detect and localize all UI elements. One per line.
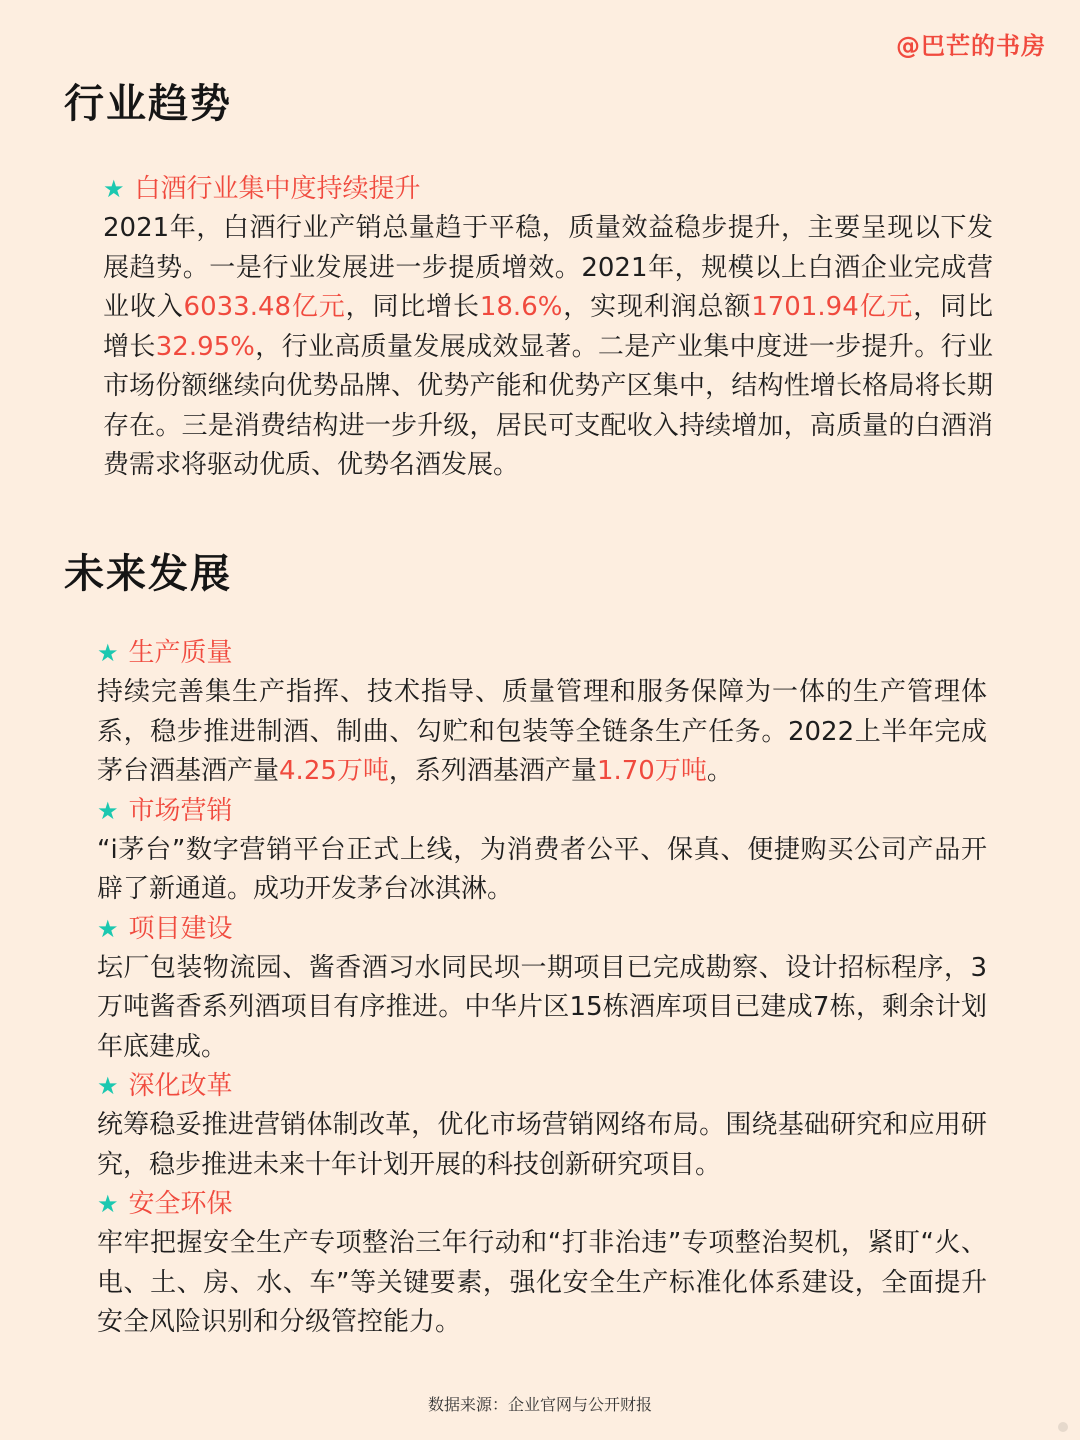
item-heading-label: 深化改革 [128, 1071, 233, 1101]
text-segment: 持续完善集生产指挥、技术指导、质量管理和服务保障为一体的生产管理体系，稳步推进制酒、制曲、勾贮和包装等全链条生产任务。2022上半年完成茅台酒基酒产量 [97, 677, 987, 786]
item-heading [97, 792, 987, 831]
item-heading-label: 生产质量 [128, 638, 233, 668]
item-heading-label: 市场营销 [128, 795, 233, 826]
highlight-revenue-growth: 18.6% [479, 292, 563, 322]
star-icon: ★ [97, 639, 119, 667]
item-paragraph: 坛厂包装物流园、酱香酒习水同民坝一期项目已完成勘察、设计招标程序，3万吨酱香系列酒项目有序推进。中华片区15栋酒库项目已建成7栋，剩余计划年底建成。 [97, 952, 987, 1062]
highlight-profit-growth: 32.95% [155, 331, 255, 362]
section-title-future-development: 未来发展 [64, 551, 232, 597]
text-segment: 。 [706, 756, 733, 786]
watermark-author: @巴芒的书房 [896, 32, 1046, 60]
future-development-block [97, 634, 987, 1343]
star-icon: ★ [97, 1072, 119, 1100]
text-segment: ，同比增长 [103, 292, 993, 362]
highlight-series-base-output: 1.70万吨 [596, 756, 707, 786]
item-heading-label: 安全环保 [128, 1189, 233, 1219]
highlight-revenue: 6033.48亿元 [183, 292, 346, 322]
item-heading-label: 项目建设 [128, 913, 233, 944]
text-segment: 2021年，白酒行业产销总量趋于平稳，质量效益稳步提升，主要呈现以下发展趋势。一是行业发展进一步提质增效。2021年，规模以上白酒企业完成营业收入 [103, 213, 993, 322]
item-heading [97, 910, 987, 949]
text-segment: ，同比增长 [345, 292, 480, 322]
text-segment: ，实现利润总额 [562, 292, 752, 322]
item-paragraph: 统筹稳妥推进营销体制改革，优化市场营销网络布局。围绕基础研究和应用研究，稳步推进未来十年计划开展的科技创新研究项目。 [97, 1110, 987, 1180]
industry-trend-block [103, 170, 993, 486]
text-segment: ，行业高质量发展成效显著。二是产业集中度进一步提升。行业市场份额继续向优势品牌、优势产能和优势产区集中，结构性增长格局将长期存在。三是消费结构进一步升级，居民可支配收入持续增加，高质量的白酒消费需求将驱动优质、优势名酒发展。 [103, 331, 993, 480]
star-icon: ★ [97, 796, 119, 825]
item-heading [97, 1067, 987, 1106]
data-source-footer: 数据来源：企业官网与公开财报 [427, 1395, 652, 1414]
highlight-profit: 1701.94亿元 [751, 292, 914, 322]
item-paragraph [103, 209, 993, 486]
item-heading-label: 白酒行业集中度持续提升 [134, 174, 421, 204]
star-icon: ★ [97, 914, 119, 943]
item-paragraph: “i茅台”数字营销平台正式上线，为消费者公平、保真、便捷购买公司产品开辟了新通道。成功开发茅台冰淇淋。 [97, 834, 987, 904]
star-icon: ★ [97, 1190, 119, 1218]
item-paragraph: 牢牢把握安全生产专项整治三年行动和“打非治违”专项整治契机，紧盯“火、电、土、房、水、车”等关键要素，强化安全生产标准化体系建设，全面提升安全风险识别和分级管控能力。 [97, 1228, 987, 1337]
item-heading [97, 1185, 987, 1224]
star-icon: ★ [103, 175, 125, 203]
corner-dot-icon [1058, 1422, 1068, 1432]
highlight-maotai-base-output: 4.25万吨 [279, 756, 389, 786]
item-paragraph [97, 673, 987, 792]
text-segment: ，系列酒基酒产量 [388, 756, 597, 786]
item-heading [97, 634, 987, 673]
item-heading [103, 170, 993, 209]
section-title-industry-trend: 行业趋势 [64, 81, 232, 127]
